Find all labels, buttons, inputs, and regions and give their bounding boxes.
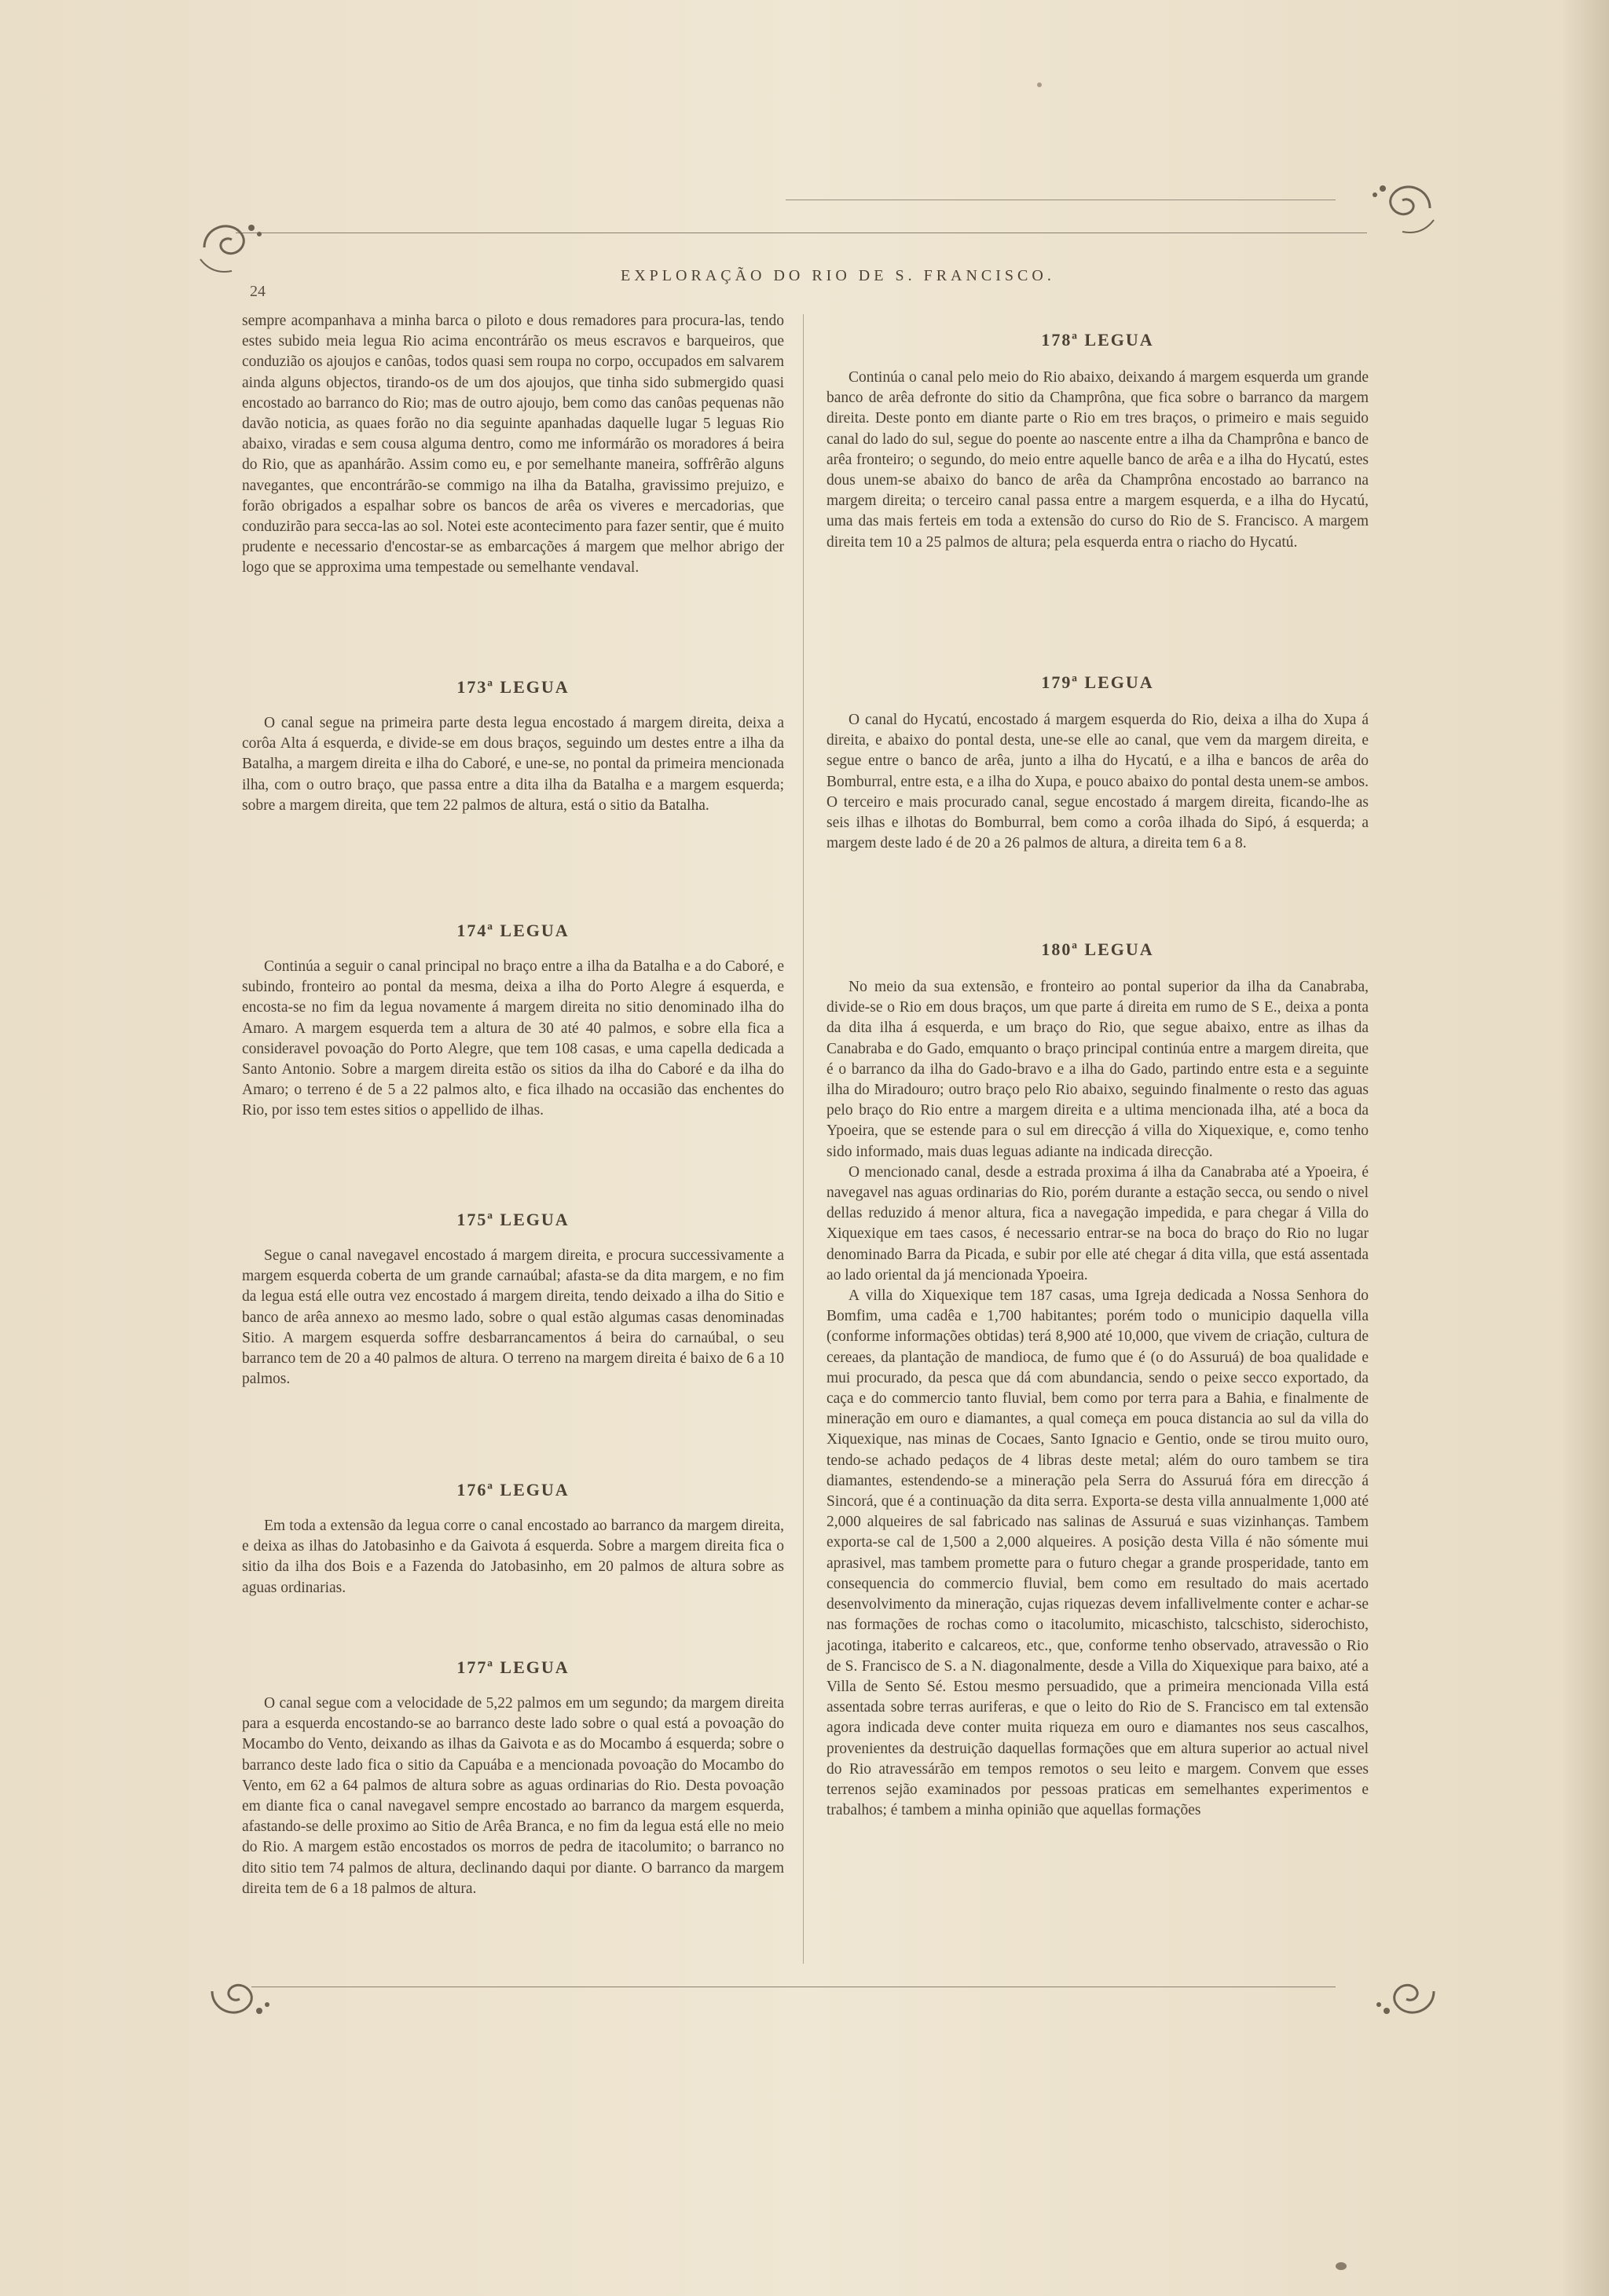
section-heading: 176ª LEGUA [456, 1480, 570, 1500]
page-spine-shadow [1563, 0, 1609, 2296]
section-body [826, 977, 1369, 1821]
ornament-bottom-left-icon [204, 1956, 275, 2027]
section-173 [242, 677, 784, 816]
section-body [242, 957, 784, 1122]
paragraph: Em toda a extensão da legua corre o canal encostado ao barranco da margem direita, e deixa as ilhas do Jatobasinho e da Gaivota á esquerda. Sobre a margem direita fica o sitio da ilha dos Bois e a Fazenda do Jatobasinho, em 20 palmos de altura sobre as aguas ordinarias. [242, 1518, 784, 1596]
section-175 [242, 1210, 784, 1390]
paragraph: O canal do Hycatú, encostado á margem esquerda do Rio, deixa a ilha do Xupa á direita, e abaixo do pontal desta, une-se elle ao canal, que vem da margem direita, e segue entre o banco de arêa, junto a ilha do Hycatú, e a ilha e bancos de arêa do Bomburral, entre esta, e a ilha do Xupa, e pouco abaixo do pontal desta unem-se ambos. O terceiro e mais procurado canal, segue encostado á margem direita, ficando-lhe as seis ilhas e ilhotas do Bomburral, bem como a corôa ilhada do Sipó, á esquerda; a margem deste lado é de 20 a 26 palmos de altura, a direita tem 6 a 8. [826, 712, 1369, 852]
section-heading: 174ª LEGUA [456, 921, 570, 940]
paragraph: O mencionado canal, desde a estrada proxima á ilha da Canabraba até a Ypoeira, é navegavel nas aguas ordinarias do Rio, porém durante a estação secca, ou sendo o nivel dellas reduzido á menor altura, fica a navegação impedida, e para chegar á Villa do Xiquexique em taes casos, é necessario entrar-se na boca do braço do Rio no lugar denominado Barra da Picada, e subir por elle até chegar á dita villa, que está assentada ao lado oriental da já mencionada Ypoeira. [826, 1163, 1369, 1283]
section-heading: 177ª LEGUA [456, 1657, 570, 1677]
section-heading: 178ª LEGUA [1041, 330, 1154, 350]
paragraph: No meio da sua extensão, e fronteiro ao pontal superior da ilha da Canabraba, divide-se o Rio em dous braços, um que parte á direita em rumo de S E., deixa a ponta da dita ilha á esquerda, e um braço do Rio, que segue abaixo, entre as ilhas da Canabraba e do Gado, emquanto o braço principal continúa entre a margem direita, que é o barranco da ilha do Gado-bravo e a ilha do Gado, partindo entre esta e a seguinte ilha do Miradouro; outro braço pelo Rio abaixo, seguindo finalmente o resto das aguas pelo braço do Rio entre a margem direita e a ultima mencionada ilha, até a boca da Ypoeira, que se estende para o sul em direcção á villa do Xiquexique, e, como tenho sido informado, mais duas leguas adiante na indicada direcção. [826, 979, 1369, 1160]
section-heading: 173ª LEGUA [456, 677, 570, 697]
section-heading: 175ª LEGUA [456, 1210, 570, 1229]
ornament-top-right-icon [1367, 173, 1438, 244]
paragraph: O canal segue com a velocidade de 5,22 palmos em um segundo; da margem direita para a esquerda encostando-se ao barranco deste lado sobre o qual está a povoação do Mocambo do Vento, deixando as ilhas da Gaivota e as do Mocambo á esquerda; sobre o barranco deste lado fica o sitio da Capuába e a mencionada povoação do Mocambo do Vento, em 62 a 64 palmos de altura sobre as aguas ordinarias do Rio. Desta povoação em diante fica o canal navegavel sempre encostado ao barranco da margem esquerda, afastando-se delle proximo ao Sitio de Arêa Branca, e no fim da legua está elle no meio do Rio. A margem estão encostados os morros de pedra de itacolumito; o barranco no dito sitio tem 74 palmos de altura, declinando daqui por diante. O barranco da margem direita tem de 6 a 18 palmos de altura. [242, 1695, 784, 1897]
paragraph: O canal segue na primeira parte desta legua encostado á margem direita, deixa a corôa Alta á esquerda, e divide-se em dous braços, seguindo um destes entre a ilha da Batalha, a margem direita e ilha do Caboré, e une-se, no pontal da primeira mencionada ilha, com o outro braço, que passa entre a dita ilha da Batalha e a margem esquerda; sobre a margem direita, que tem 22 palmos de altura, está o sitio da Batalha. [242, 715, 784, 814]
ink-spot [1037, 82, 1042, 87]
ornament-top-left-icon [196, 212, 267, 283]
section-176 [242, 1480, 784, 1598]
page-number: 24 [250, 283, 266, 300]
paragraph: Continúa a seguir o canal principal no braço entre a ilha da Batalha e a do Caboré, e subindo, fronteiro ao pontal da mesma, deixa a ilha do Porto Alegre á esquerda, e encosta-se no fim da legua novamente á margem direita no sitio denominado ilha do Amaro. A margem esquerda tem a altura de 30 até 40 palmos, e sobre ella fica a consideravel povoação do Porto Alegre, que tem 108 casas, e uma capella dedicada a Santo Antonio. Sobre a margem direita estão os sitios da ilha do Caboré e da ilha do Amaro; o terreno é de 5 a 22 palmos alto, e fica ilhado na occasião das enchentes do Rio, por isso tem estes sitios o appellido de ilhas. [242, 958, 784, 1119]
section-179 [826, 672, 1369, 854]
running-title: EXPLORAÇÃO DO RIO DE S. FRANCISCO. [621, 267, 1055, 284]
paragraph: A villa do Xiquexique tem 187 casas, uma Igreja dedicada a Nossa Senhora do Bomfim, uma cadêa e 1,700 habitantes; porém todo o municipio daquella villa (conforme informações obtidas) terá 8,900 até 10,000, que vivem de criação, cultura de cereaes, da plantação de mandioca, de fumo que é (o do Assuruá) de boa qualidade e mui procurado, da pesca que dá com abundancia, sendo o peixe secco exportado, da caça e do commercio tanto fluvial, bem como por terra para a Bahia, e finalmente de mineração em ouro e diamantes, a qual começa em pouca distancia ao sul da villa do Xiquexique, nas minas de Cocaes, Santo Ignacio e Gentio, onde se tirou muito ouro, tendo-se achado pedaços de 4 libras deste metal; além do ouro tambem se tira diamantes, estendendo-se a mineração pela Serra do Assuruá fóra em direcção á Sincorá, que é a continuação da dita serra. Exporta-se desta villa annualmente 1,000 até 2,000 alqueires de sal fabricado nas salinas de Assuruá e suas vizinhanças. Tambem exporta-se cal de 1,500 a 2,000 alqueires. A posição desta Villa é não sómente mui aprasivel, mas tambem promette para o futuro chegar a grande prosperidade, tanto em consequencia do commercio fluvial, bem como em resultado do mais acertado desenvolvimento da mineração, cujas riquezas devem infallivelmente conter e achar-se nas formações de rochas como o itacolumito, micaschisto, talcschisto, siderochisto, jacotinga, itaberito e calcareos, etc., que, conforme tenho observado, atravessão o Rio de S. Francisco de S. a N. diagonalmente, desde a Villa do Xiquexique para baixo, até a Villa de Sento Sé. Estou mesmo persuadido, que a primeira mencionada Villa está assentada sobre terras auriferas, e que o leito do Rio de S. Francisco em tal extensão agora indicada deve conter muita riqueza em ouro e diamantes nos seus cascalhos, provenientes da destruição daquellas formações que em altura superior ao actual nivel do Rio atravessárão em tempos remotos o seu leito e margem. Convem que esses terrenos sejão examinados por pessoas praticas em semelhantes experimentos e trabalhos; é tambem a minha opinião que aquellas formações [826, 1287, 1369, 1819]
paragraph: Segue o canal navegavel encostado á margem direita, e procura successivamente a margem esquerda coberta de um grande carnaúbal; afasta-se da dita margem, e no fim da legua está elle outra vez encostado á margem direita, tendo deixado a ilha do Sitio e banco de arêa annexo ao mesmo lado, sobre o qual estão algumas casas denominadas Sitio. A margem esquerda soffre desbarrancamentos á beira do carnaúbal, o seu barranco tem de 20 a 40 palmos de altura. O terreno na margem direita é baixo de 6 a 10 palmos. [242, 1247, 784, 1388]
ink-spot [1336, 2262, 1347, 2270]
column-divider [803, 314, 804, 1964]
section-body [242, 1516, 784, 1598]
section-body [826, 710, 1369, 854]
section-178 [826, 330, 1369, 553]
left-intro-text [242, 311, 784, 579]
section-174 [242, 921, 784, 1122]
section-body [242, 1694, 784, 1899]
section-heading: 179ª LEGUA [1041, 672, 1154, 692]
section-177 [242, 1657, 784, 1899]
section-heading: 180ª LEGUA [1041, 939, 1154, 959]
paragraph: Continúa o canal pelo meio do Rio abaixo, deixando á margem esquerda um grande banco de arêa defronte do sitio da Champrôna, que fica sobre o barranco da margem direita. Deste ponto em diante parte o Rio em tres braços, o primeiro e mais seguido canal do lado do sul, segue do poente ao nascente entre a ilha da Champrôna e banco de arêa fronteiro; o segundo, do meio entre aquelle banco de arêa e a ilha do Hycatú, estes dous unem-se abaixo do banco de arêa da Champrôna encostado ao barranco na margem direita; o terceiro canal passa entre a margem esquerda, e a ilha do Hycatú, uma das mais ferteis em toda a extensão do curso do Rio de S. Francisco. A margem direita tem 10 a 25 palmos de altura; pela esquerda entra o riacho do Hycatú. [826, 369, 1369, 551]
section-180 [826, 939, 1369, 1821]
intro-paragraph: sempre acompanhava a minha barca o piloto e dous remadores para procura-las, tendo estes subido meia legua Rio acima encontrárão os meus escravos e barqueiros, que conduzião os ajoujos e canôas, todos quasi sem roupa no corpo, occupados em salvarem ainda alguns objectos, tirando-os de um dos ajoujos, que tinha sido submergido quasi encostado ao barranco do Rio; mas de outro ajoujo, bem como das canôas pequenas não davão noticia, as quaes forão no dia seguinte apanhadas daquelle lugar 5 leguas Rio abaixo, viradas e sem cousa alguma dentro, como me informárão os moradores á beira do Rio, que as apanhárão. Assim como eu, e por semelhante maneira, soffrêrão alguns navegantes, que encontrárão-se commigo na ilha da Batalha, gravissimo prejuizo, e forão obrigados a espalhar sobre os bancos de arêa os viveres e mercadorias, que conduzirão para secca-las ao sol. Notei este acontecimento para fazer sentir, que é muito prudente e necessario d'encostar-se as embarcações á margem que melhor abrigo der logo que se approxima uma tempestade ou semelhante vendaval. [242, 313, 784, 577]
section-body [826, 368, 1369, 553]
section-body [242, 1246, 784, 1390]
ornament-bottom-right-icon [1371, 1956, 1442, 2027]
section-body [242, 713, 784, 816]
